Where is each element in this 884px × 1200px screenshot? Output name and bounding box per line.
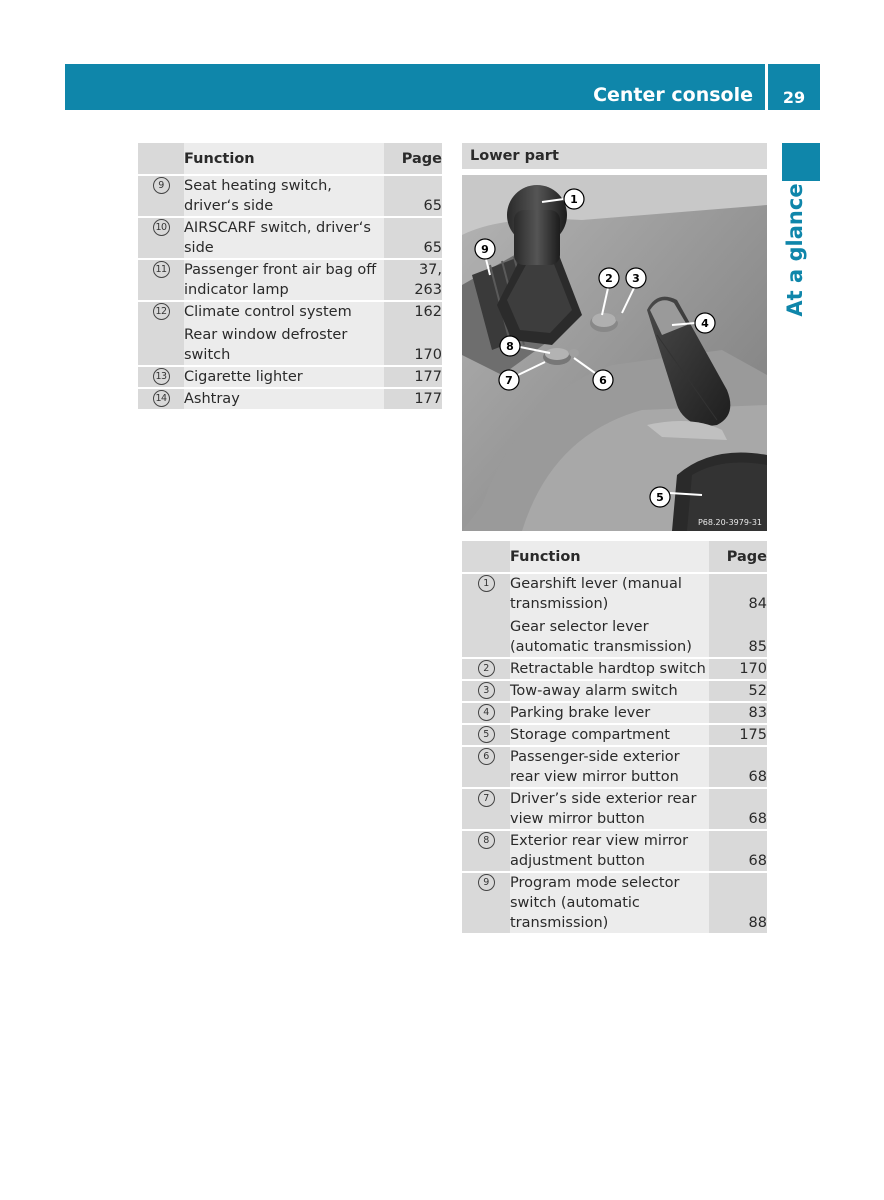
callout-number-icon: 12	[153, 303, 170, 320]
table-row	[462, 745, 767, 787]
page-number-box	[768, 64, 820, 110]
header-bar	[65, 64, 765, 110]
callout-number-icon: 10	[153, 219, 170, 236]
photo-callout-3: 3	[632, 272, 640, 285]
page-ref: 170	[739, 661, 767, 677]
function-text: Tow-away alarm switch	[510, 683, 678, 699]
page-column-header: Page	[384, 143, 442, 174]
table-row	[462, 679, 767, 701]
section-tab-label: At a glance	[783, 183, 807, 317]
function-text: Parking brake lever	[510, 705, 651, 721]
photo-callout-5: 5	[656, 491, 664, 504]
page-ref: 177	[414, 369, 442, 385]
page-number: 29	[782, 88, 806, 107]
function-text: Ashtray	[184, 391, 240, 407]
callout-number-icon: 7	[478, 790, 495, 807]
table-header-row	[138, 143, 442, 174]
table-row	[462, 701, 767, 723]
table-header-row	[462, 541, 767, 572]
table-row	[462, 572, 767, 657]
photo-callout-7: 7	[505, 374, 513, 387]
table-row	[138, 174, 442, 216]
callout-number-icon: 14	[153, 390, 170, 407]
function-text: Retractable hardtop switch	[510, 661, 706, 677]
table-row	[138, 216, 442, 258]
function-column-header: Function	[184, 143, 384, 174]
page-ref: 83	[748, 705, 767, 721]
function-text: Exterior rear view mirror adjustment button	[510, 833, 689, 869]
function-text: Passenger front air bag off indicator lamp	[184, 262, 377, 298]
callout-number-icon: 13	[153, 368, 170, 385]
page-column-header: Page	[709, 541, 767, 572]
right-function-table	[462, 541, 767, 933]
page-ref: 162	[414, 304, 442, 320]
callout-number-icon: 3	[478, 682, 495, 699]
photo-callout-8: 8	[506, 340, 514, 353]
callout-number-icon: 9	[153, 177, 170, 194]
function-text: Gear selector lever (automatic transmission)	[510, 619, 692, 655]
function-column-header: Function	[510, 541, 709, 572]
function-text: Climate control system	[184, 304, 352, 320]
page-ref: 68	[748, 811, 767, 827]
page-ref: 175	[739, 727, 767, 743]
function-text: Program mode selector switch (automatic transmission)	[510, 875, 680, 931]
table-row	[462, 657, 767, 679]
center-console-photo	[462, 175, 767, 531]
photo-callout-4: 4	[701, 317, 709, 330]
page-ref: 85	[748, 639, 767, 655]
center-console-illustration	[462, 175, 767, 531]
page-ref: 52	[748, 683, 767, 699]
photo-callout-6: 6	[599, 374, 607, 387]
callout-number-icon: 5	[478, 726, 495, 743]
table-row	[462, 829, 767, 871]
page-title: Center console	[593, 84, 753, 106]
page-ref: 68	[748, 853, 767, 869]
page-ref: 37, 263	[414, 262, 442, 298]
callout-number-icon: 11	[153, 261, 170, 278]
callout-number-icon: 6	[478, 748, 495, 765]
table-row	[462, 723, 767, 745]
page-ref: 68	[748, 769, 767, 785]
page-ref: 88	[748, 915, 767, 931]
table-row	[138, 387, 442, 409]
callout-number-icon: 8	[478, 832, 495, 849]
function-text: Gearshift lever (manual transmission)	[510, 576, 682, 612]
section-heading: Lower part	[470, 148, 559, 164]
photo-callout-9: 9	[481, 243, 489, 256]
page-ref: 84	[748, 596, 767, 612]
function-text: Storage compartment	[510, 727, 670, 743]
table-row	[138, 300, 442, 365]
page-ref: 65	[423, 240, 442, 256]
photo-callout-1: 1	[570, 193, 578, 206]
callout-number-icon: 4	[478, 704, 495, 721]
number-column-header	[138, 143, 184, 174]
photo-callout-2: 2	[605, 272, 613, 285]
table-row	[138, 365, 442, 387]
section-tab-marker	[782, 143, 820, 181]
callout-number-icon: 1	[478, 575, 495, 592]
page-ref: 177	[414, 391, 442, 407]
function-text: Passenger-side exterior rear view mirror button	[510, 749, 680, 785]
function-text: Seat heating switch, driver‘s side	[184, 178, 332, 214]
table-row	[138, 258, 442, 300]
callout-number-icon: 9	[478, 874, 495, 891]
callout-number-icon: 2	[478, 660, 495, 677]
left-function-table	[138, 143, 442, 409]
table-row	[462, 871, 767, 933]
section-heading-box	[462, 143, 767, 169]
number-column-header	[462, 541, 510, 572]
function-text: AIRSCARF switch, driver‘s side	[184, 220, 371, 256]
page-ref: 65	[423, 198, 442, 214]
function-text: Rear window defroster switch	[184, 327, 348, 363]
table-row	[462, 787, 767, 829]
page-ref: 170	[414, 347, 442, 363]
function-text: Driver’s side exterior rear view mirror button	[510, 791, 697, 827]
image-code: P68.20-3979-31	[697, 518, 762, 527]
function-text: Cigarette lighter	[184, 369, 303, 385]
